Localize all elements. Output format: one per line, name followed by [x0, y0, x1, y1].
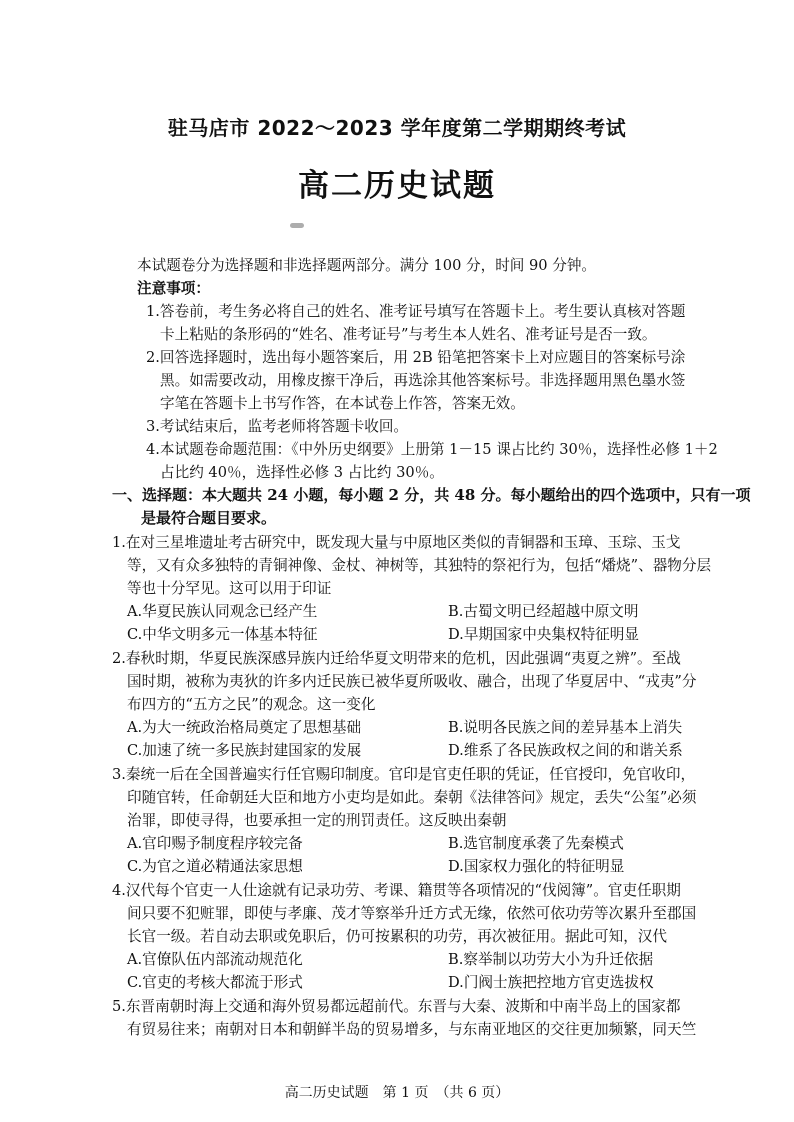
question-4-option-c: C.官吏的考核大都流于形式	[127, 974, 303, 991]
question-4-option-d: D.门阀士族把控地方官吏选拔权	[448, 974, 654, 991]
question-4-option-b: B.察举制以功劳大小为升迁依据	[448, 951, 654, 968]
question-3-option-d: D.国家权力强化的特征明显	[448, 858, 625, 875]
notice-item-4-line-1: 4.本试题卷命题范围：《中外历史纲要》上册第 1－15 课占比约 30％，选择性必修 1＋2	[146, 441, 718, 458]
question-3-option-c: C.为官之道必精通法家思想	[127, 858, 303, 875]
question-2-option-a: A.为大一统政治格局奠定了思想基础	[127, 719, 362, 736]
question-2-line-3: 布四方的“五方之民”的观念。这一变化	[127, 696, 376, 713]
question-2-option-c: C.加速了统一多民族封建国家的发展	[127, 742, 362, 759]
question-2-option-d: D.维系了各民族政权之间的和谐关系	[448, 742, 683, 759]
question-1-line-2: 等，又有众多独特的青铜神像、金杖、神树等，其独特的祭祀行为，包括“燔烧”、器物分层	[127, 557, 712, 574]
question-1-option-b: B.古蜀文明已经超越中原文明	[448, 603, 639, 620]
question-4-line-3: 长官一级。若自动去职或免职后，仍可按累积的功劳，再次被征用。据此可知，汉代	[127, 928, 667, 945]
exam-subtitle: 高二历史试题	[298, 168, 496, 204]
question-2-line-2: 国时期，被称为夷狄的许多内迁民族已被华夏所吸收、融合，出现了华夏居中、“戎夷”分	[127, 673, 697, 690]
question-4-option-a: A.官僚队伍内部流动规范化	[127, 951, 303, 968]
page-footer: 高二历史试题 第 1 页 （共 6 页）	[284, 1085, 510, 1101]
question-1-option-c: C.中华文明多元一体基本特征	[127, 626, 318, 643]
notice-item-3-line-1: 3.考试结束后，监考老师将答题卡收回。	[146, 418, 409, 435]
question-2-option-b: B.说明各民族之间的差异基本上消失	[448, 719, 683, 736]
notice-item-2-line-3: 字笔在答题卡上书写作答，在本试卷上作答，答案无效。	[160, 395, 525, 412]
question-1-option-d: D.早期国家中央集权特征明显	[448, 626, 639, 643]
notice-item-1-line-2: 卡上粘贴的条形码的“姓名、准考证号”与考生本人姓名、准考证号是否一致。	[160, 326, 657, 343]
question-3-line-1: 3.秦统一后在全国普遍实行任官赐印制度。官印是官吏任职的凭证，任官授印，免官收印，	[112, 766, 696, 783]
notice-item-4-line-2: 占比约 40％，选择性必修 3 占比约 30％。	[160, 464, 444, 481]
question-5-line-1: 5.东晋南朝时海上交通和海外贸易都远超前代。东晋与大秦、波斯和中南半岛上的国家都	[112, 998, 681, 1015]
exam-description: 本试题卷分为选择题和非选择题两部分。满分 100 分，时间 90 分钟。	[137, 257, 597, 274]
section-heading-line-2: 是最符合题目要求。	[141, 509, 277, 527]
question-4-line-1: 4.汉代每个官吏一人仕途就有记录功劳、考课、籍贯等各项情况的“伐阅簿”。官吏任职期	[112, 882, 681, 899]
question-3-line-2: 印随官转，任命朝廷大臣和地方小吏均是如此。秦朝《法律答问》规定，丢失“公玺”必须	[127, 789, 697, 806]
notice-item-2-line-2: 黑。如需要改动，用橡皮擦干净后，再选涂其他答案标号。非选择题用黑色墨水签	[160, 372, 686, 389]
question-2-line-1: 2.春秋时期，华夏民族深感异族内迁给华夏文明带来的危机，因此强调“夷夏之辨”。至战	[112, 650, 681, 667]
question-3-line-3: 治罪，即使寻得，也要承担一定的刑罚责任。这反映出秦朝	[127, 812, 507, 829]
exam-title: 驻马店市 2022～2023 学年度第二学期期终考试	[167, 116, 627, 140]
scan-speck	[290, 223, 304, 228]
notice-title: 注意事项：	[137, 280, 210, 297]
notice-item-2-line-1: 2.回答选择题时，选出每小题答案后，用 2B 铅笔把答案卡上对应题目的答案标号涂	[146, 349, 686, 366]
question-1-line-1: 1.在对三星堆遗址考古研究中，既发现大量与中原地区类似的青铜器和玉璋、玉琮、玉戈	[112, 534, 681, 551]
question-3-option-a: A.官印赐予制度程序较完备	[127, 835, 303, 852]
question-1-line-3: 等也十分罕见。这可以用于印证	[127, 580, 332, 597]
question-1-option-a: A.华夏民族认同观念已经产生	[127, 603, 318, 620]
question-5-line-2: 有贸易往来；南朝对日本和朝鲜半岛的贸易增多，与东南亚地区的交往更加频繁，同天竺	[127, 1021, 697, 1038]
question-3-option-b: B.选官制度承袭了先秦模式	[448, 835, 624, 852]
question-4-line-2: 间只要不犯赃罪，即使与孝廉、茂才等察举升迁方式无缘，依然可依功劳等次累升至郡国	[127, 905, 697, 922]
section-heading-line-1: 一、选择题：本大题共 24 小题，每小题 2 分，共 48 分。每小题给出的四个选项中，只有一项	[112, 486, 751, 504]
notice-item-1-line-1: 1.答卷前，考生务必将自己的姓名、准考证号填写在答题卡上。考生要认真核对答题	[146, 303, 686, 320]
